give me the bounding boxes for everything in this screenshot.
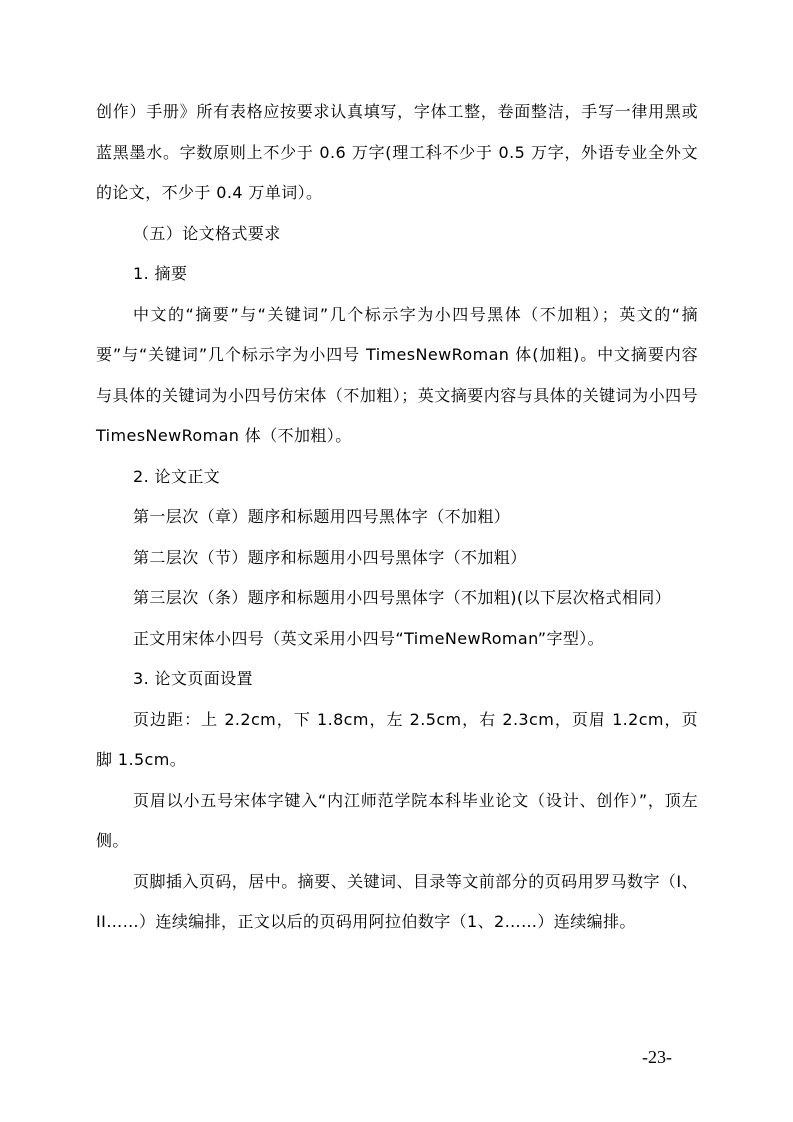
page-number: -23- [642, 1047, 672, 1067]
paragraph-abstract-rules: 中文的“摘要”与“关键词”几个标示字为小四号黑体（不加粗）；英文的“摘要”与“关键词”几个标示字为小四号 TimesNewRoman 体(加粗)。中文摘要内容与具体的关键词为小四号仿宋体（不加粗）；英文摘要内容与具体的关键词为小四号 TimesNewRoman 体（不加粗）。 [96, 304, 698, 445]
paragraph-level-three: 第三层次（条）题序和标题用小四号黑体字（不加粗)(以下层次格式相同） [133, 588, 672, 607]
paragraph-body-font: 正文用宋体小四号（英文采用小四号“TimeNewRoman”字型）。 [133, 628, 605, 648]
subheading-abstract: 1. 摘要 [133, 264, 188, 283]
document-body [96, 92, 698, 943]
paragraph-level-two: 第二层次（节）题序和标题用小四号黑体字（不加粗） [133, 547, 527, 567]
section-heading-format-requirements: （五）论文格式要求 [133, 223, 281, 243]
paragraph-intro-continuation: 创作）手册》所有表格应按要求认真填写，字体工整，卷面整洁，手写一律用黑或蓝黑墨水。字数原则上不少于 0.6 万字(理工科不少于 0.5 万字，外语专业全外文的论文，不少于 0.4 万单词）。 [96, 102, 698, 202]
paragraph-margins: 页边距：上 2.2cm，下 1.8cm，左 2.5cm，右 2.3cm，页眉 1.2cm，页脚 1.5cm。 [96, 709, 698, 769]
paragraph-footer: 页脚插入页码，居中。摘要、关键词、目录等文前部分的页码用罗马数字（I、II……）连续编排，正文以后的页码用阿拉伯数字（1、2……）连续编排。 [96, 871, 698, 931]
paragraph-level-one: 第一层次（章）题序和标题用四号黑体字（不加粗） [133, 507, 511, 526]
subheading-main-text: 2. 论文正文 [133, 466, 221, 486]
paragraph-header: 页眉以小五号宋体字键入“内江师范学院本科毕业论文（设计、创作）”，顶左侧。 [96, 790, 698, 850]
subheading-page-setup: 3. 论文页面设置 [133, 669, 253, 688]
